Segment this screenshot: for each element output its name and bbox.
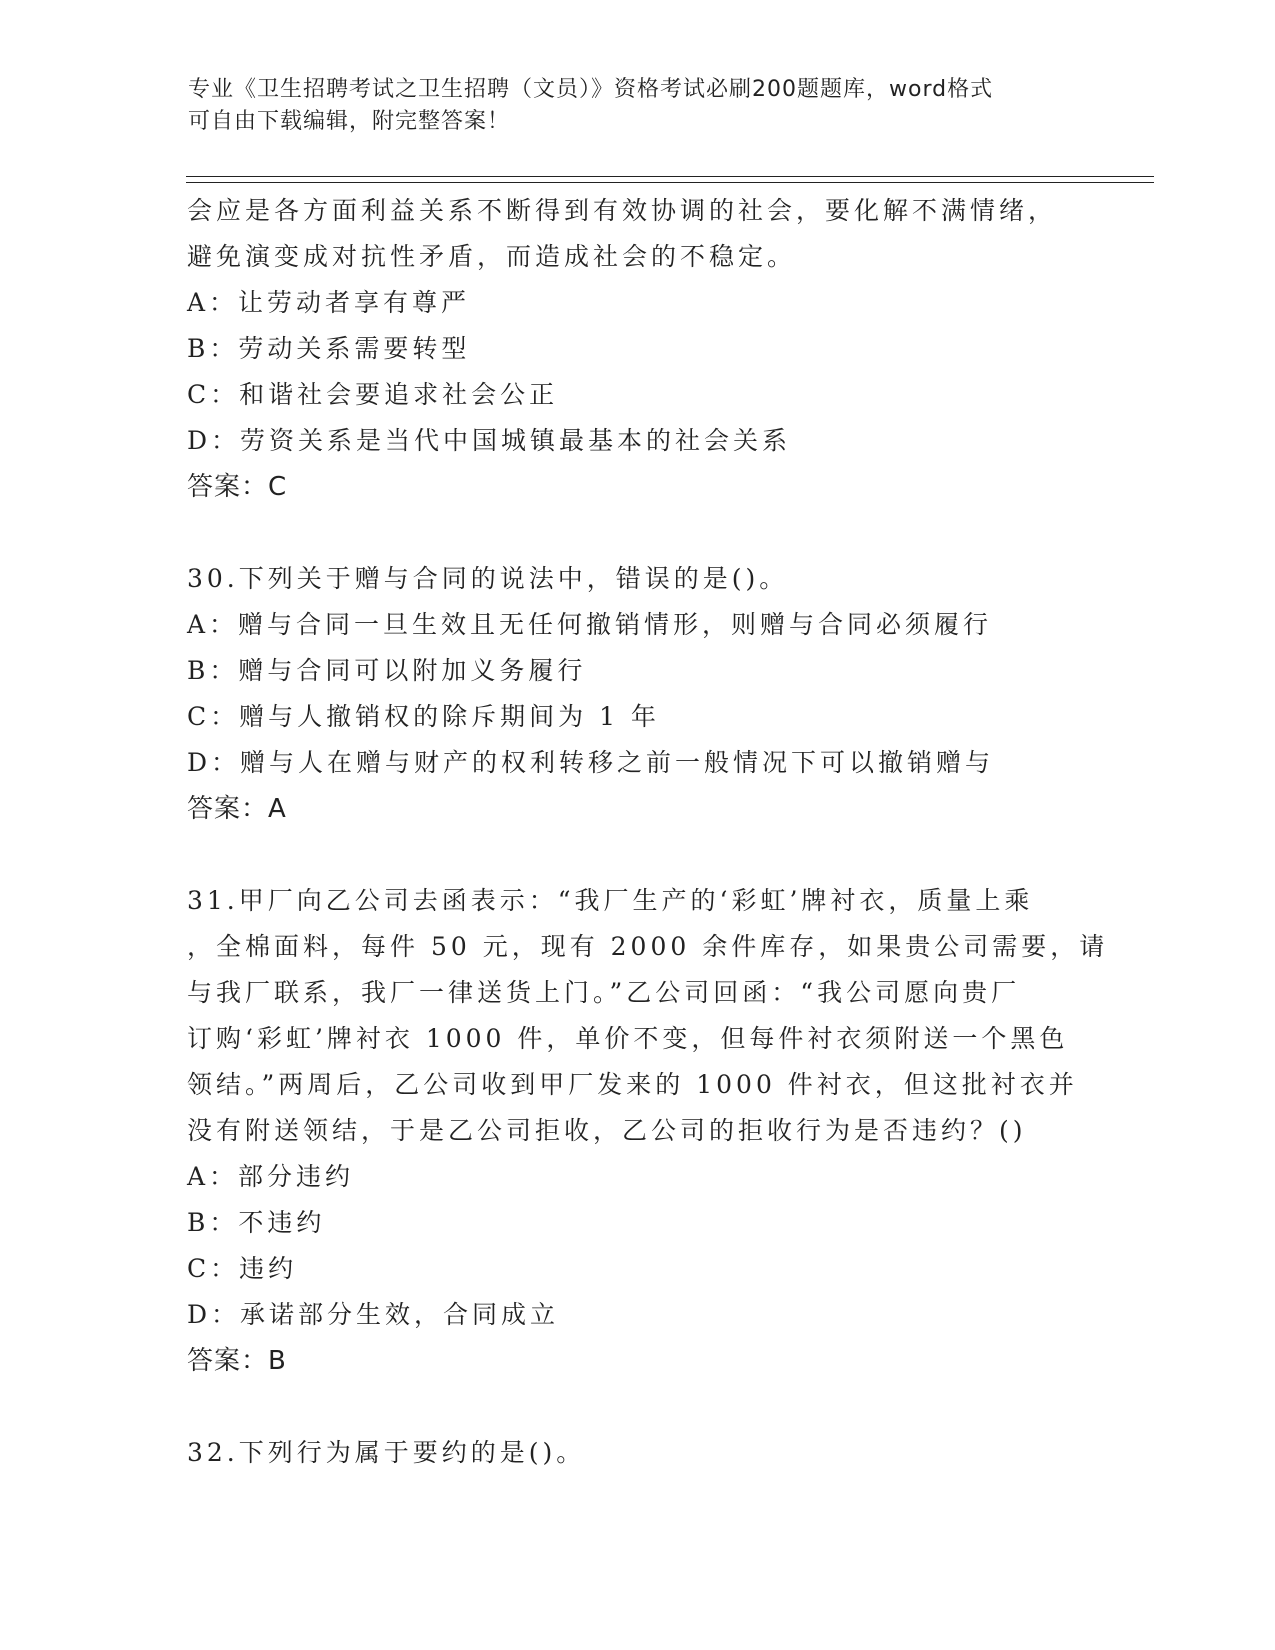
- header-line-1: 专业《卫生招聘考试之卫生招聘（文员）》资格考试必刷200题题库，word格式: [188, 77, 994, 102]
- question-content: [187, 188, 1109, 1476]
- answer-line: 答案：C: [187, 472, 288, 502]
- spacer: [187, 510, 1087, 556]
- option-a: A：部分违约: [187, 1162, 355, 1191]
- intro-line: 避免演变成对抗性矛盾，而造成社会的不稳定。: [187, 242, 797, 271]
- option-d: D：劳资关系是当代中国城镇最基本的社会关系: [187, 426, 792, 455]
- header-rule-thin: [186, 182, 1154, 183]
- header-line-2: 可自由下载编辑，附完整答案！: [188, 109, 511, 134]
- option-b: B：赠与合同可以附加义务履行: [187, 656, 587, 685]
- question-31-text: 31.甲厂向乙公司去函表示：“我厂生产的‘彩虹’牌衬衣，质量上乘: [187, 886, 1034, 915]
- question-31-text: 订购‘彩虹’牌衬衣 1000 件，单价不变，但每件衬衣须附送一个黑色: [187, 1024, 1069, 1053]
- option-a: A：让劳动者享有尊严: [187, 288, 471, 317]
- answer-line: 答案：A: [187, 794, 287, 824]
- question-31-text: 没有附送领结，于是乙公司拒收，乙公司的拒收行为是否违约？(): [187, 1116, 1027, 1145]
- option-d: D：承诺部分生效，合同成立: [187, 1300, 560, 1329]
- question-31-text: 与我厂联系，我厂一律送货上门。”乙公司回函：“我公司愿向贵厂: [187, 978, 1021, 1007]
- option-c: C：赠与人撤销权的除斥期间为 1 年: [187, 702, 660, 731]
- answer-line: 答案：B: [187, 1346, 287, 1376]
- question-32-text: 32.下列行为属于要约的是()。: [187, 1438, 586, 1467]
- option-d: D：赠与人在赠与财产的权利转移之前一般情况下可以撤销赠与: [187, 748, 995, 777]
- option-c: C：和谐社会要追求社会公正: [187, 380, 559, 409]
- question-31-text: ，全棉面料，每件 50 元，现有 2000 余件库存，如果贵公司需要，请: [187, 932, 1109, 961]
- option-c: C：违约: [187, 1254, 298, 1283]
- option-b: B：不违约: [187, 1208, 326, 1237]
- intro-line: 会应是各方面利益关系不断得到有效协调的社会，要化解不满情绪，: [187, 196, 1058, 225]
- header-rule-thick: [186, 176, 1154, 177]
- spacer: [187, 832, 1087, 878]
- option-b: B：劳动关系需要转型: [187, 334, 471, 363]
- document-header: [188, 74, 1068, 138]
- spacer: [187, 1384, 1087, 1430]
- option-a: A：赠与合同一旦生效且无任何撤销情形，则赠与合同必须履行: [187, 610, 993, 639]
- question-31-text: 领结。”两周后，乙公司收到甲厂发来的 1000 件衬衣，但这批衬衣并: [187, 1070, 1078, 1099]
- question-30-text: 30.下列关于赠与合同的说法中，错误的是()。: [187, 564, 789, 593]
